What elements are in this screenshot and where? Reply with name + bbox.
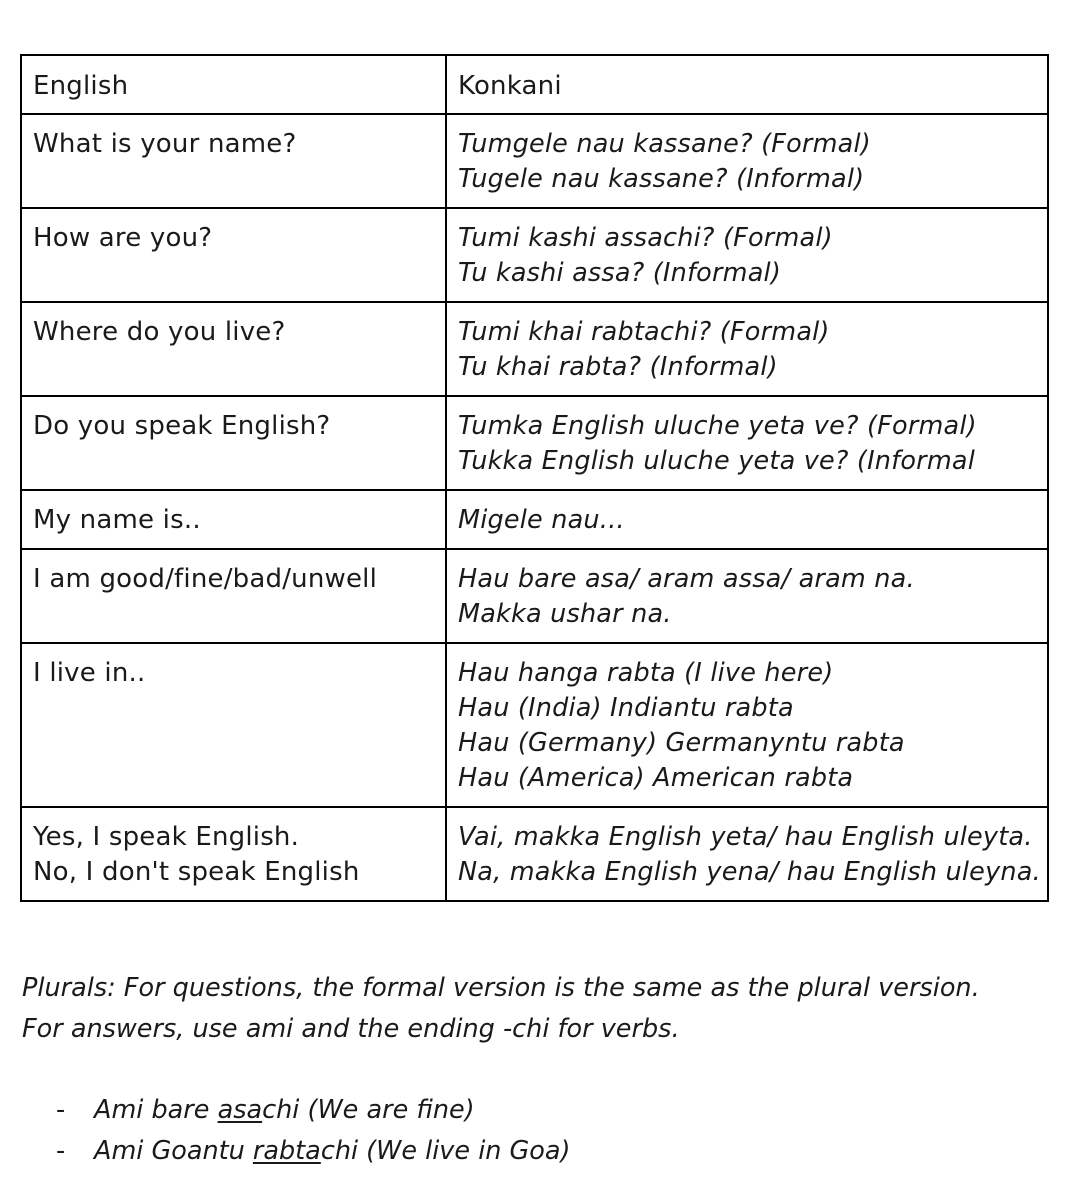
english-phrase: My name is..: [33, 505, 201, 535]
konkani-phrase: Hau (India) Indiantu rabta: [458, 693, 794, 723]
english-cell: [21, 490, 446, 549]
example-text: chi (We are fine): [262, 1095, 475, 1125]
underlined-stem: asa: [217, 1095, 263, 1125]
konkani-cell: [446, 208, 1048, 302]
konkani-phrase: Hau bare asa/ aram assa/ aram na.: [458, 564, 915, 594]
table-row: [21, 643, 1048, 807]
english-phrase: Yes, I speak English.: [33, 822, 300, 852]
english-phrase: No, I don't speak English: [33, 857, 360, 887]
english-phrase: What is your name?: [33, 129, 297, 159]
table-row: [21, 396, 1048, 490]
note-line: For answers, use ami and the ending -chi for verbs.: [22, 1014, 680, 1044]
konkani-phrase: Tukka English uluche yeta ve? (Informal: [458, 446, 975, 476]
english-phrase: Do you speak English?: [33, 411, 331, 441]
konkani-phrase: Hau hanga rabta (I live here): [458, 658, 834, 688]
konkani-cell: [446, 302, 1048, 396]
konkani-phrase: Migele nau...: [458, 505, 625, 535]
konkani-phrase: Tu khai rabta? (Informal): [458, 352, 778, 382]
plural-notes: [22, 968, 1042, 1050]
konkani-cell: [446, 490, 1048, 549]
konkani-cell: [446, 549, 1048, 643]
konkani-cell: [446, 807, 1048, 901]
english-phrase: How are you?: [33, 223, 213, 253]
konkani-phrase: Tumka English uluche yeta ve? (Formal): [458, 411, 977, 441]
dash-bullet: -: [56, 1136, 66, 1166]
english-cell: [21, 549, 446, 643]
konkani-phrase: Hau (Germany) Germanyntu rabta: [458, 728, 905, 758]
dash-bullet: -: [56, 1095, 66, 1125]
english-cell: [21, 643, 446, 807]
english-phrase: I live in..: [33, 658, 146, 688]
underlined-stem: rabta: [252, 1136, 321, 1166]
konkani-phrase: Tumi khai rabtachi? (Formal): [458, 317, 830, 347]
konkani-phrase: Tu kashi assa? (Informal): [458, 258, 781, 288]
konkani-cell: [446, 396, 1048, 490]
english-cell: [21, 208, 446, 302]
example-text: chi (We live in Goa): [320, 1136, 571, 1166]
english-cell: [21, 114, 446, 208]
table-row: [21, 114, 1048, 208]
example-list: [56, 1090, 570, 1172]
table-row: [21, 807, 1048, 901]
table-row: [21, 208, 1048, 302]
konkani-phrase: Vai, makka English yeta/ hau English uleyta.: [458, 822, 1033, 852]
phrase-table: [20, 54, 1049, 902]
english-phrase: I am good/fine/bad/unwell: [33, 564, 378, 594]
note-line: Plurals: For questions, the formal version is the same as the plural version.: [22, 973, 980, 1003]
list-item: [56, 1090, 570, 1131]
english-cell: [21, 302, 446, 396]
example-text: Ami Goantu: [94, 1136, 253, 1166]
table-row: [21, 302, 1048, 396]
konkani-cell: [446, 114, 1048, 208]
konkani-phrase: Tugele nau kassane? (Informal): [458, 164, 865, 194]
english-phrase: Where do you live?: [33, 317, 286, 347]
konkani-phrase: Makka ushar na.: [458, 599, 672, 629]
example-text: Ami bare: [94, 1095, 218, 1125]
english-cell: [21, 807, 446, 901]
table-row: [21, 490, 1048, 549]
english-cell: [21, 396, 446, 490]
konkani-phrase: Hau (America) American rabta: [458, 763, 854, 793]
table-row: [21, 549, 1048, 643]
konkani-phrase: Tumi kashi assachi? (Formal): [458, 223, 833, 253]
header-konkani: Konkani: [446, 55, 1048, 114]
konkani-cell: [446, 643, 1048, 807]
konkani-phrase: Tumgele nau kassane? (Formal): [458, 129, 871, 159]
konkani-phrase: Na, makka English yena/ hau English uleyna.: [458, 857, 1041, 887]
header-english: English: [21, 55, 446, 114]
table-header-row: [21, 55, 1048, 114]
list-item: [56, 1131, 570, 1172]
